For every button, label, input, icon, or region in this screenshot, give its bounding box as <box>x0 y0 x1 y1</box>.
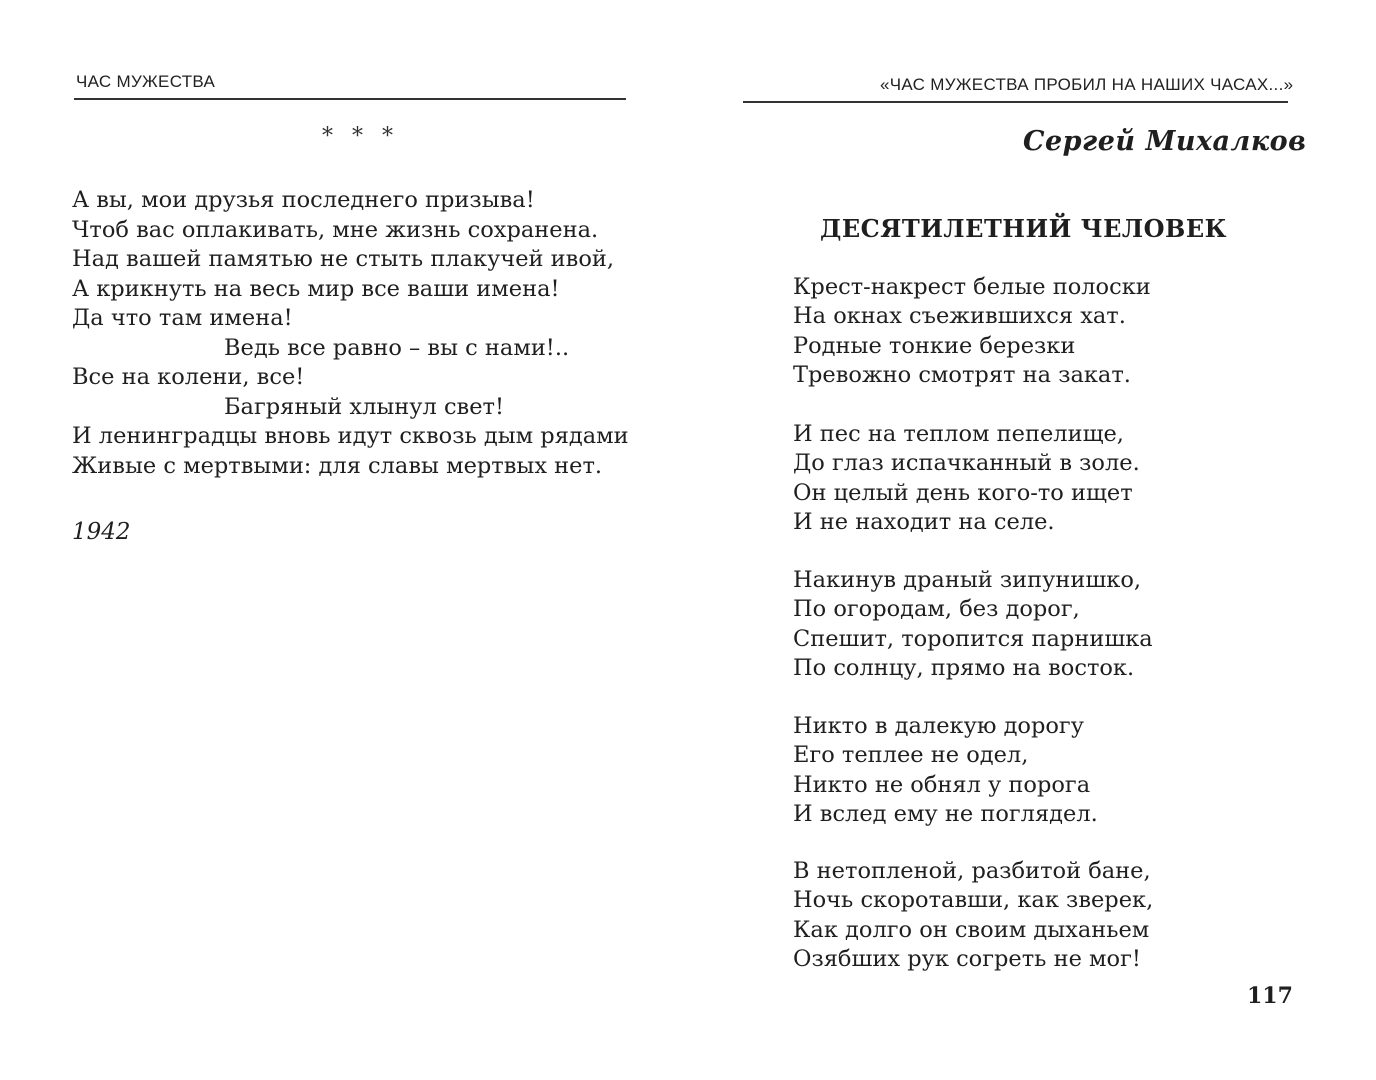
stanza-line: Ночь скоротавши, как зверек, <box>793 887 1154 914</box>
right-page <box>688 0 1376 1080</box>
stanza-line: Тревожно смотрят на закат. <box>793 361 1131 388</box>
stanza-line: Он целый день кого-то ищет <box>793 479 1133 506</box>
right-header-rule <box>743 101 1288 103</box>
stanza-line: И пес на теплом пепелище, <box>793 421 1124 447</box>
poem-line: Ведь все равно – вы с нами!.. <box>224 334 570 361</box>
poem-line: Все на колени, все! <box>72 364 305 390</box>
section-separator: * * * <box>322 124 399 149</box>
stanza-line: И не находит на селе. <box>793 508 1055 535</box>
stanza-line: На окнах съежившихся хат. <box>793 303 1126 330</box>
stanza-line: Как долго он своим дыханьем <box>793 916 1150 943</box>
stanza-line: И вслед ему не поглядел. <box>793 800 1098 827</box>
poem-line: И ленинградцы вновь идут сквозь дым рядами <box>72 423 629 449</box>
stanza <box>793 420 1140 537</box>
poem-line: Чтоб вас оплакивать, мне жизнь сохранена. <box>72 216 599 243</box>
left-header-rule <box>74 98 626 100</box>
stanza <box>793 857 1153 974</box>
stanza-line: Спешит, торопится парнишка <box>793 625 1153 652</box>
stanza-line: Крест-накрест белые полоски <box>793 274 1151 300</box>
left-poem <box>72 186 629 481</box>
stanza-line: Родные тонкие березки <box>793 332 1076 359</box>
poem-line: Над вашей памятью не стыть плакучей ивой, <box>72 246 615 272</box>
stanza <box>793 712 1098 829</box>
right-running-head: «ЧАС МУЖЕСТВА ПРОБИЛ НА НАШИХ ЧАСАХ...» <box>880 75 1294 94</box>
stanza <box>793 273 1151 390</box>
stanza-line: Никто в далекую дорогу <box>793 713 1084 739</box>
poem-line: Живые с мертвыми: для славы мертвых нет. <box>72 452 603 479</box>
poem-year: 1942 <box>72 519 131 545</box>
left-running-head: ЧАС МУЖЕСТВА <box>76 72 216 91</box>
poem-line: А крикнуть на весь мир все ваши имена! <box>72 275 560 302</box>
poem-line: Да что там имена! <box>72 305 293 331</box>
stanza-line: До глаз испачканный в золе. <box>793 450 1140 477</box>
stanza-line: По солнцу, прямо на восток. <box>793 654 1135 681</box>
stanza-line: Озябших рук согреть не мог! <box>793 945 1141 972</box>
stanza-line: По огородам, без дорог, <box>793 596 1080 623</box>
author-name: Сергей Михалков <box>1023 126 1307 157</box>
stanza-line: Накинув драный зипунишко, <box>793 567 1142 593</box>
poem-title: ДЕСЯТИЛЕТНИЙ ЧЕЛОВЕК <box>820 214 1227 243</box>
poem-line: А вы, мои друзья последнего призыва! <box>72 187 535 213</box>
stanza-line: Его теплее не одел, <box>793 742 1029 769</box>
stanza <box>793 566 1153 683</box>
stanza-line: В нетопленой, разбитой бане, <box>793 858 1151 884</box>
poem-line: Багряный хлынул свет! <box>224 393 505 420</box>
stanza-line: Никто не обнял у порога <box>793 771 1091 798</box>
page-number: 117 <box>1247 983 1293 1009</box>
